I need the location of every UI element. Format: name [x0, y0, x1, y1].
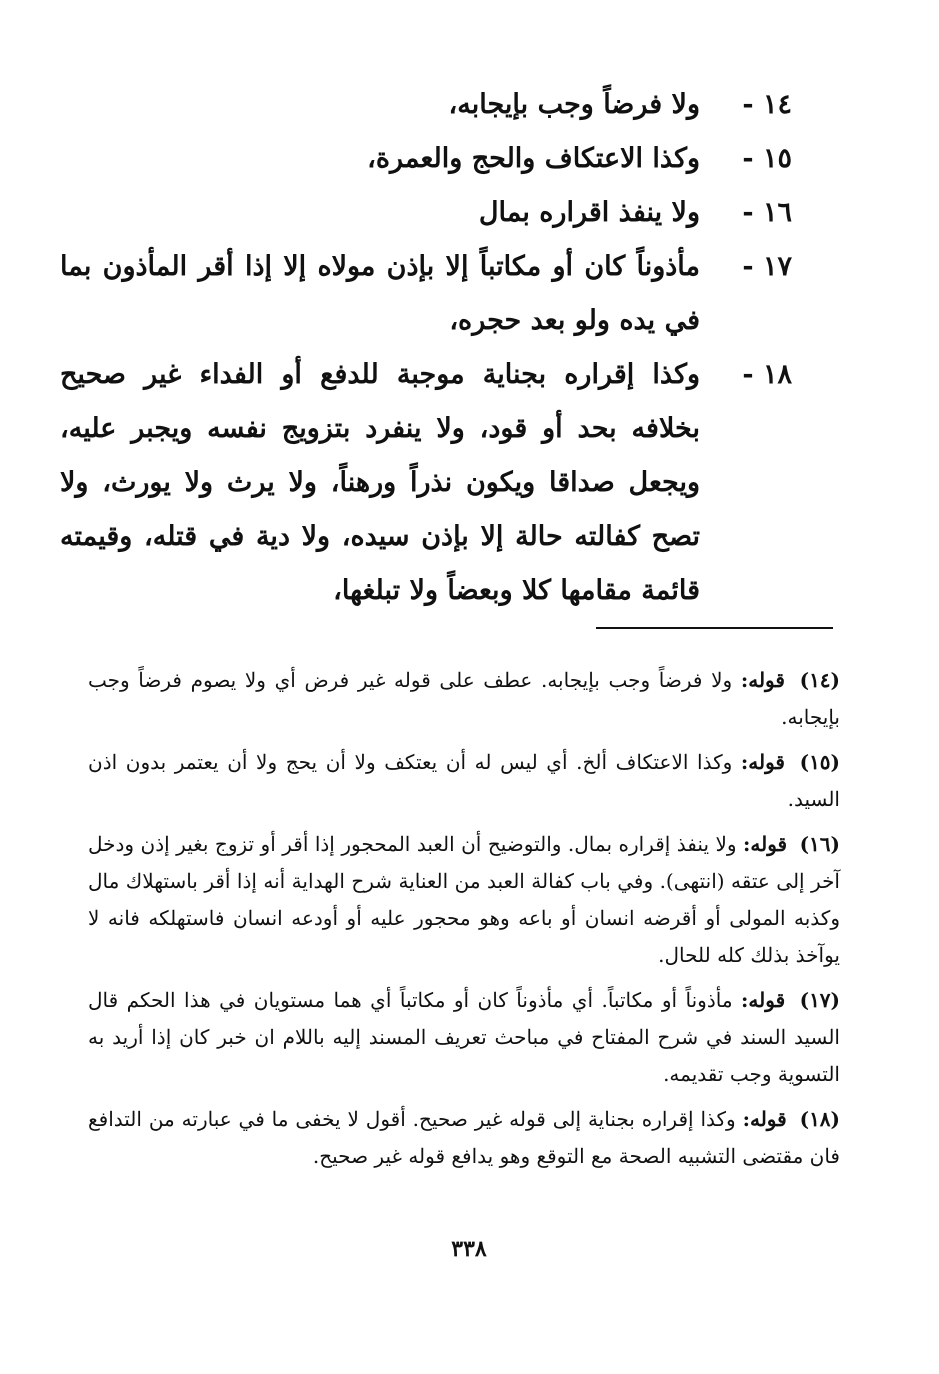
- entry-text: ولا ينفذ اقراره بمال: [478, 197, 700, 228]
- footnote-lemma-label: قوله:: [742, 1107, 787, 1131]
- footnote-text: وكذا إقراره بجناية إلى قوله غير صحيح. أقول لا يخفى ما في عبارته من التدافع فان مقتضى التشبيه الصحة مع التوقع وهو يدافع قوله غير صحيح.: [88, 1107, 840, 1168]
- footnote-number: (١٨): [799, 1107, 841, 1131]
- footnotes: [88, 662, 840, 1183]
- entry-14: [60, 78, 792, 132]
- entry-18: [60, 348, 792, 618]
- footnote-17: [88, 982, 840, 1093]
- entry-number: ١٦ -: [742, 197, 792, 228]
- footnote-lemma-label: قوله:: [741, 988, 786, 1012]
- footnote-lemma-label: قوله:: [743, 832, 788, 856]
- footnote-lemma-label: قوله:: [740, 668, 785, 692]
- footnote-number: (١٤): [799, 668, 841, 692]
- entry-15: [60, 132, 792, 186]
- footnote-number: (١٥): [799, 750, 841, 774]
- entry-text: وكذا إقراره بجناية موجبة للدفع أو الفداء غير صحيح بخلافه بحد أو قود، ولا ينفرد بتزويج نفسه ويجبر عليه، ويجعل صداقا ويكون نذراً ورهناً، ولا يرث ولا يورث، ولا تصح كفالته حالة إلا بإذن سيده، ولا دية في قتله، وقيمته قائمة مقامها كلا وبعضاً ولا تبلغها،: [60, 359, 700, 606]
- page-number: ٣٣٨: [451, 1236, 487, 1262]
- footnote-16: [88, 826, 840, 974]
- footnote-15: [88, 744, 840, 818]
- entry-17: [60, 240, 792, 348]
- footnote-number: (١٧): [799, 988, 841, 1012]
- footnote-text: ولا فرضاً وجب بإيجابه. عطف على قوله غير فرض أي ولا يصوم فرضاً وجب بإيجابه.: [88, 668, 840, 729]
- footnote-text: مأذوناً أو مكاتباً. أي مأذوناً كان أو مكاتباً أي هما مستويان في هذا الحكم قال السيد السند في شرح المفتاح في مباحث تعريف المسند إليه باللام ان خبر كان إذا أريد به التسوية وجب تقديمه.: [88, 988, 840, 1086]
- footnote-number: (١٦): [799, 832, 840, 856]
- entry-number: ١٤ -: [742, 89, 792, 120]
- entry-text: ولا فرضاً وجب بإيجابه،: [448, 89, 700, 120]
- footnote-14: [88, 662, 840, 736]
- entry-number: ١٨ -: [742, 359, 792, 390]
- main-text: [60, 78, 792, 618]
- entry-text: وكذا الاعتكاف والحج والعمرة،: [367, 143, 700, 174]
- entry-text: مأذوناً كان أو مكاتباً إلا بإذن مولاه إلا إذا أقر المأذون بما في يده ولو بعد حجره،: [60, 251, 700, 336]
- entry-16: [60, 186, 792, 240]
- footnote-divider: [596, 627, 833, 629]
- entry-number: ١٥ -: [742, 143, 792, 174]
- footnote-text: وكذا الاعتكاف ألخ. أي ليس له أن يعتكف ولا أن يحج ولا أن يعتمر بدون اذن السيد.: [88, 750, 840, 811]
- footnote-18: [88, 1101, 840, 1175]
- entry-number: ١٧ -: [742, 251, 792, 282]
- footnote-lemma-label: قوله:: [740, 750, 785, 774]
- footnote-text: ولا ينفذ إقراره بمال. والتوضيح أن العبد المحجور إذا أقر أو تزوج بغير إذن ودخل آخر إلى عتقه (انتهى). وفي باب كفالة العبد من العناية شرح الهداية أنه إذا أقر باستهلاك مال وكذبه المولى أو أقرضه انسان أو باعه وهو محجور عليه أو أودعه انسان فاستهلكه فانه لا يوآخذ بذلك كله للحال.: [88, 832, 840, 967]
